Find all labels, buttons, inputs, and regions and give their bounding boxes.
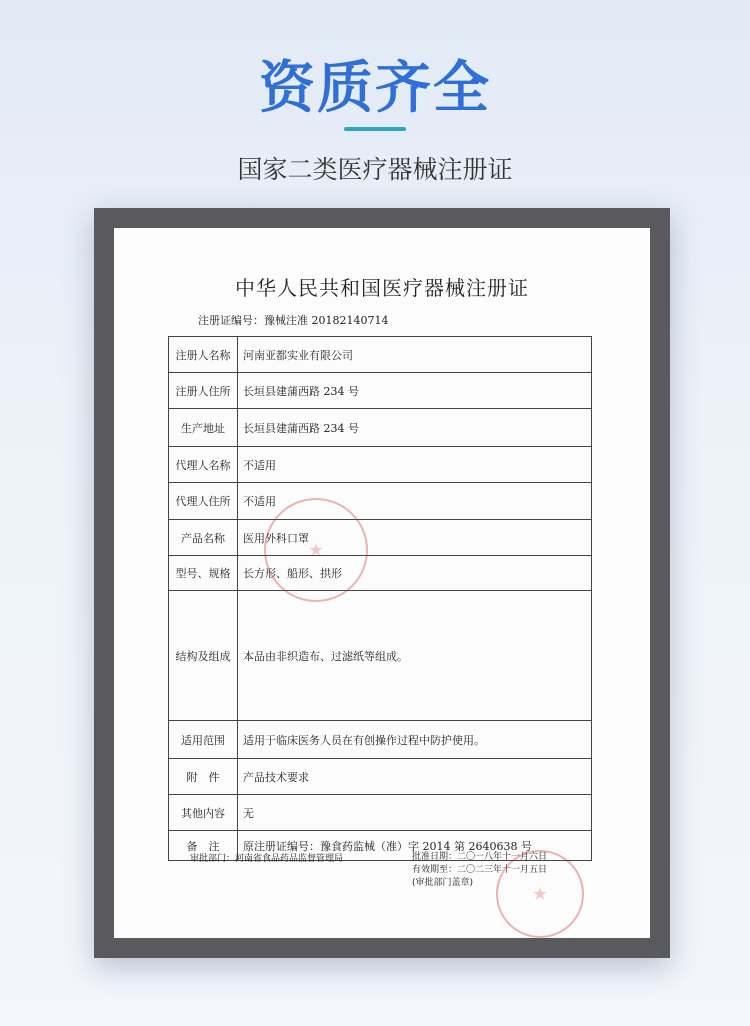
row-label: 结构及组成 — [169, 591, 238, 721]
red-seal-stamp — [496, 850, 584, 938]
row-label: 代理人名称 — [169, 447, 238, 483]
table-row — [169, 556, 592, 591]
table-row — [169, 591, 592, 721]
row-label: 代理人住所 — [169, 483, 238, 520]
certificate-number: 注册证编号：豫械注准 20182140714 — [198, 314, 389, 327]
certificate-title: 中华人民共和国医疗器械注册证 — [235, 276, 529, 300]
row-label: 生产地址 — [169, 409, 238, 447]
row-value: 长方形、船形、拱形 — [238, 556, 592, 591]
page-title: 资质齐全 — [259, 56, 491, 121]
row-value: 长垣县建蒲西路 234 号 — [238, 373, 592, 409]
page-subtitle: 国家二类医疗器械注册证 — [237, 155, 513, 184]
valid-until-date: 有效期至：二〇二三年十一月五日 — [412, 865, 548, 875]
table-row — [169, 721, 592, 759]
table-row — [169, 337, 592, 373]
row-value: 不适用 — [238, 447, 592, 483]
row-label: 型号、规格 — [169, 556, 238, 591]
approval-authority: 审批部门：河南省食品药品监督管理局 — [190, 854, 344, 864]
row-value: 不适用 — [238, 483, 592, 520]
row-value: 长垣县建蒲西路 234 号 — [238, 409, 592, 447]
red-seal-stamp — [264, 498, 368, 602]
title-divider — [344, 127, 406, 131]
table-row — [169, 373, 592, 409]
table-row — [169, 483, 592, 520]
table-row — [169, 795, 592, 831]
row-label: 其他内容 — [169, 795, 238, 831]
row-value: 适用于临床医务人员在有创操作过程中防护使用。 — [238, 721, 592, 759]
row-value: 医用外科口罩 — [238, 520, 592, 556]
table-row — [169, 409, 592, 447]
row-value: 本品由非织造布、过滤纸等组成。 — [238, 591, 592, 721]
table-row — [169, 447, 592, 483]
table-row — [169, 759, 592, 795]
certificate-frame — [94, 208, 670, 958]
row-value: 河南亚都实业有限公司 — [238, 337, 592, 373]
table-row — [169, 520, 592, 556]
seal-note: (审批部门盖章) — [412, 878, 474, 888]
row-label: 注册人名称 — [169, 337, 238, 373]
certificate-table — [168, 336, 592, 861]
row-label: 附 件 — [169, 759, 238, 795]
row-value: 产品技术要求 — [238, 759, 592, 795]
row-value: 原注册证编号：豫食药监械（准）字 2014 第 2640638 号 — [238, 831, 592, 861]
approval-date: 批准日期：二〇一八年十一月六日 — [412, 852, 548, 862]
certificate-document — [114, 228, 650, 938]
row-label: 备 注 — [169, 831, 238, 861]
row-value: 无 — [238, 795, 592, 831]
row-label: 产品名称 — [169, 520, 238, 556]
row-label: 适用范围 — [169, 721, 238, 759]
row-label: 注册人住所 — [169, 373, 238, 409]
